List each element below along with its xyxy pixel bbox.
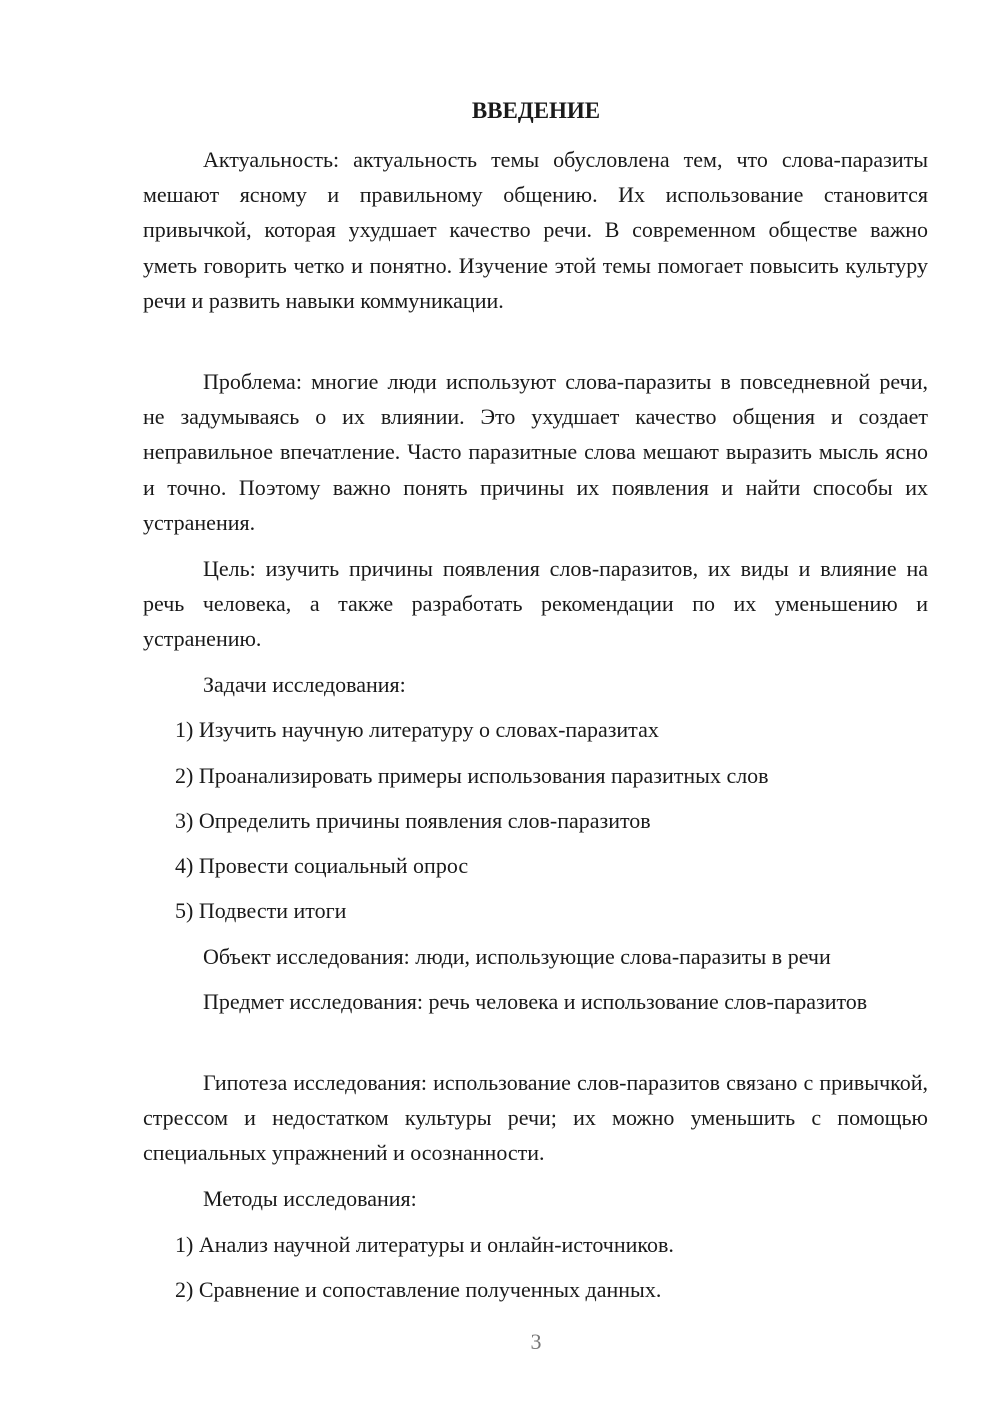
paragraph-relevance: Актуальность: актуальность темы обусловлена тем, что слова-паразиты мешают ясному и правильному общению. Их использование становится привычкой, которая ухудшает качество речи. В современном обществе важно уметь говорить четко и понятно. Изучение этой темы помогает повысить культуру речи и развить навыки коммуникации. [143,147,928,313]
paragraph-goal: Цель: изучить причины появления слов-паразитов, их виды и влияние на речь человека, а также разработать рекомендации по их уменьшению и устранению. [143,556,928,652]
methods-title: Методы исследования: [203,1186,417,1211]
task-item: 5) Подвести итоги [175,898,347,923]
method-item: 2) Сравнение и сопоставление полученных данных. [175,1277,662,1302]
paragraph-object: Объект исследования: люди, использующие слова-паразиты в речи [203,944,831,969]
page-number: 3 [530,1329,542,1354]
task-item: 2) Проанализировать примеры использования паразитных слов [175,763,769,788]
tasks-title: Задачи исследования: [203,672,406,697]
paragraph-problem: Проблема: многие люди используют слова-паразиты в повседневной речи, не задумываясь о их влиянии. Это ухудшает качество общения и создает неправильное впечатление. Часто паразитные слова мешают выразить мысль ясно и точно. Поэтому важно понять причины их появления и найти способы их устранения. [143,369,928,535]
task-item: 4) Провести социальный опрос [175,853,469,878]
task-item: 3) Определить причины появления слов-паразитов [175,808,651,833]
page-heading: ВВЕДЕНИЕ [471,98,601,123]
paragraph-subject: Предмет исследования: речь человека и использование слов-паразитов [203,989,868,1014]
method-item: 1) Анализ научной литературы и онлайн-источников. [175,1232,674,1257]
task-item: 1) Изучить научную литературу о словах-паразитах [175,717,659,742]
paragraph-hypothesis: Гипотеза исследования: использование слов-паразитов связано с привычкой, стрессом и недостатком культуры речи; их можно уменьшить с помощью специальных упражнений и осознанности. [143,1070,928,1166]
